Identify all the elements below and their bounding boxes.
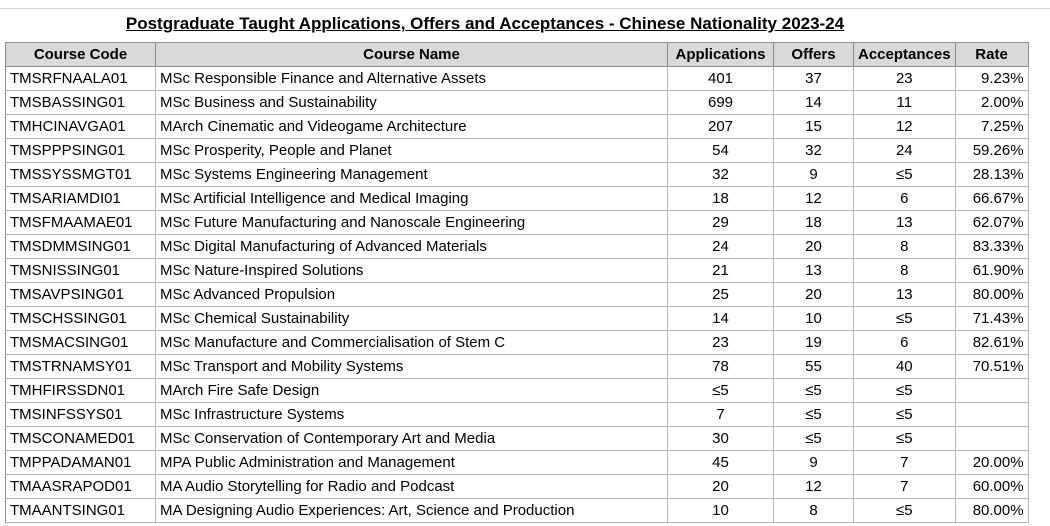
offers-cell: 10 xyxy=(774,307,854,331)
course-code-cell: TMAASRAPOD01 xyxy=(6,475,156,499)
table-row xyxy=(6,307,1029,331)
acceptances-cell: ≤5 xyxy=(854,307,956,331)
applications-cell: 21 xyxy=(668,259,774,283)
course-name-cell: MSc Nature-Inspired Solutions xyxy=(156,259,668,283)
course-name-cell: MSc Infrastructure Systems xyxy=(156,403,668,427)
header-offers: Offers xyxy=(774,43,854,67)
acceptances-cell: ≤5 xyxy=(854,499,956,523)
offers-cell: 37 xyxy=(774,67,854,91)
acceptances-cell: 40 xyxy=(854,355,956,379)
applications-cell: 10 xyxy=(668,499,774,523)
course-code-cell: TMHCINAVGA01 xyxy=(6,115,156,139)
rate-cell: 7.25% xyxy=(955,115,1028,139)
rate-cell xyxy=(955,403,1028,427)
offers-cell: 19 xyxy=(774,331,854,355)
table-row xyxy=(6,499,1029,523)
course-name-cell: MPA Public Administration and Management xyxy=(156,451,668,475)
acceptances-cell: 6 xyxy=(854,331,956,355)
table-row xyxy=(6,187,1029,211)
applications-cell: 18 xyxy=(668,187,774,211)
course-code-cell: TMAANTSING01 xyxy=(6,499,156,523)
offers-cell: 8 xyxy=(774,499,854,523)
table-row xyxy=(6,331,1029,355)
offers-cell: 55 xyxy=(774,355,854,379)
course-name-cell: MSc Manufacture and Commercialisation of Stem C xyxy=(156,331,668,355)
course-name-cell: MSc Transport and Mobility Systems xyxy=(156,355,668,379)
applications-cell: 401 xyxy=(668,67,774,91)
acceptances-cell: 13 xyxy=(854,211,956,235)
rate-cell: 80.00% xyxy=(955,499,1028,523)
acceptances-cell: ≤5 xyxy=(854,163,956,187)
applications-cell: 54 xyxy=(668,139,774,163)
offers-cell: 12 xyxy=(774,475,854,499)
course-name-cell: MSc Business and Sustainability xyxy=(156,91,668,115)
rate-cell: 83.33% xyxy=(955,235,1028,259)
offers-cell: 32 xyxy=(774,139,854,163)
course-name-cell: MA Designing Audio Experiences: Art, Science and Production xyxy=(156,499,668,523)
rate-cell: 59.26% xyxy=(955,139,1028,163)
previous-row-strip xyxy=(0,0,1050,9)
course-name-cell: MSc Artificial Intelligence and Medical Imaging xyxy=(156,187,668,211)
course-name-cell: MArch Fire Safe Design xyxy=(156,379,668,403)
course-name-cell: MSc Future Manufacturing and Nanoscale Engineering xyxy=(156,211,668,235)
course-code-cell: TMSBASSING01 xyxy=(6,91,156,115)
offers-cell: 15 xyxy=(774,115,854,139)
table-row xyxy=(6,475,1029,499)
applications-table xyxy=(5,42,1029,523)
acceptances-cell: 7 xyxy=(854,475,956,499)
course-name-cell: MSc Advanced Propulsion xyxy=(156,283,668,307)
course-code-cell: TMSFMAAMAE01 xyxy=(6,211,156,235)
rate-cell: 80.00% xyxy=(955,283,1028,307)
course-code-cell: TMSTRNAMSY01 xyxy=(6,355,156,379)
course-name-cell: MSc Systems Engineering Management xyxy=(156,163,668,187)
course-code-cell: TMSDMMSING01 xyxy=(6,235,156,259)
table-row xyxy=(6,451,1029,475)
table-row xyxy=(6,403,1029,427)
offers-cell: ≤5 xyxy=(774,403,854,427)
acceptances-cell: ≤5 xyxy=(854,403,956,427)
table-row xyxy=(6,379,1029,403)
applications-cell: 78 xyxy=(668,355,774,379)
applications-cell: 24 xyxy=(668,235,774,259)
course-name-cell: MSc Responsible Finance and Alternative Assets xyxy=(156,67,668,91)
rate-cell: 60.00% xyxy=(955,475,1028,499)
rate-cell: 2.00% xyxy=(955,91,1028,115)
offers-cell: 18 xyxy=(774,211,854,235)
rate-cell xyxy=(955,379,1028,403)
rate-cell: 82.61% xyxy=(955,331,1028,355)
table-row xyxy=(6,427,1029,451)
header-course-name: Course Name xyxy=(156,43,668,67)
rate-cell: 9.23% xyxy=(955,67,1028,91)
page-title: Postgraduate Taught Applications, Offers and Acceptances - Chinese Nationality 2023-24 xyxy=(125,14,845,33)
applications-cell: 29 xyxy=(668,211,774,235)
course-code-cell: TMSCHSSING01 xyxy=(6,307,156,331)
table-row xyxy=(6,115,1029,139)
course-code-cell: TMSAVPSING01 xyxy=(6,283,156,307)
course-code-cell: TMSARIAMDI01 xyxy=(6,187,156,211)
applications-cell: 7 xyxy=(668,403,774,427)
table-row xyxy=(6,235,1029,259)
acceptances-cell: 8 xyxy=(854,259,956,283)
course-code-cell: TMSRFNAALA01 xyxy=(6,67,156,91)
acceptances-cell: ≤5 xyxy=(854,379,956,403)
course-name-cell: MSc Conservation of Contemporary Art and Media xyxy=(156,427,668,451)
acceptances-cell: 6 xyxy=(854,187,956,211)
applications-cell: 699 xyxy=(668,91,774,115)
course-code-cell: TMSINFSSYS01 xyxy=(6,403,156,427)
acceptances-cell: 12 xyxy=(854,115,956,139)
table-row xyxy=(6,211,1029,235)
acceptances-cell: ≤5 xyxy=(854,427,956,451)
applications-cell: ≤5 xyxy=(668,379,774,403)
offers-cell: 14 xyxy=(774,91,854,115)
acceptances-cell: 7 xyxy=(854,451,956,475)
rate-cell xyxy=(955,427,1028,451)
offers-cell: 20 xyxy=(774,235,854,259)
offers-cell: ≤5 xyxy=(774,379,854,403)
offers-cell: 9 xyxy=(774,163,854,187)
table-row xyxy=(6,67,1029,91)
offers-cell: 20 xyxy=(774,283,854,307)
table-row xyxy=(6,163,1029,187)
course-code-cell: TMSMACSING01 xyxy=(6,331,156,355)
table-row xyxy=(6,259,1029,283)
table-row xyxy=(6,91,1029,115)
applications-cell: 25 xyxy=(668,283,774,307)
course-code-cell: TMSSYSSMGT01 xyxy=(6,163,156,187)
offers-cell: 9 xyxy=(774,451,854,475)
course-name-cell: MSc Prosperity, People and Planet xyxy=(156,139,668,163)
course-name-cell: MArch Cinematic and Videogame Architecture xyxy=(156,115,668,139)
header-row xyxy=(6,43,1029,67)
acceptances-cell: 24 xyxy=(854,139,956,163)
table-row xyxy=(6,283,1029,307)
course-name-cell: MSc Digital Manufacturing of Advanced Materials xyxy=(156,235,668,259)
applications-cell: 14 xyxy=(668,307,774,331)
offers-cell: 13 xyxy=(774,259,854,283)
acceptances-cell: 23 xyxy=(854,67,956,91)
acceptances-cell: 11 xyxy=(854,91,956,115)
applications-cell: 30 xyxy=(668,427,774,451)
course-code-cell: TMSPPPSING01 xyxy=(6,139,156,163)
course-name-cell: MSc Chemical Sustainability xyxy=(156,307,668,331)
offers-cell: ≤5 xyxy=(774,427,854,451)
course-name-cell: MA Audio Storytelling for Radio and Podcast xyxy=(156,475,668,499)
course-code-cell: TMSCONAMED01 xyxy=(6,427,156,451)
rate-cell: 71.43% xyxy=(955,307,1028,331)
rate-cell: 20.00% xyxy=(955,451,1028,475)
header-rate: Rate xyxy=(955,43,1028,67)
acceptances-cell: 8 xyxy=(854,235,956,259)
header-applications: Applications xyxy=(668,43,774,67)
applications-cell: 207 xyxy=(668,115,774,139)
table-row xyxy=(6,355,1029,379)
header-course-code: Course Code xyxy=(6,43,156,67)
course-code-cell: TMHFIRSSDN01 xyxy=(6,379,156,403)
course-code-cell: TMSNISSING01 xyxy=(6,259,156,283)
course-code-cell: TMPPADAMAN01 xyxy=(6,451,156,475)
table-row xyxy=(6,139,1029,163)
applications-cell: 32 xyxy=(668,163,774,187)
offers-cell: 12 xyxy=(774,187,854,211)
applications-cell: 45 xyxy=(668,451,774,475)
rate-cell: 70.51% xyxy=(955,355,1028,379)
header-acceptances: Acceptances xyxy=(854,43,956,67)
rate-cell: 28.13% xyxy=(955,163,1028,187)
rate-cell: 66.67% xyxy=(955,187,1028,211)
applications-cell: 20 xyxy=(668,475,774,499)
rate-cell: 62.07% xyxy=(955,211,1028,235)
acceptances-cell: 13 xyxy=(854,283,956,307)
applications-cell: 23 xyxy=(668,331,774,355)
rate-cell: 61.90% xyxy=(955,259,1028,283)
